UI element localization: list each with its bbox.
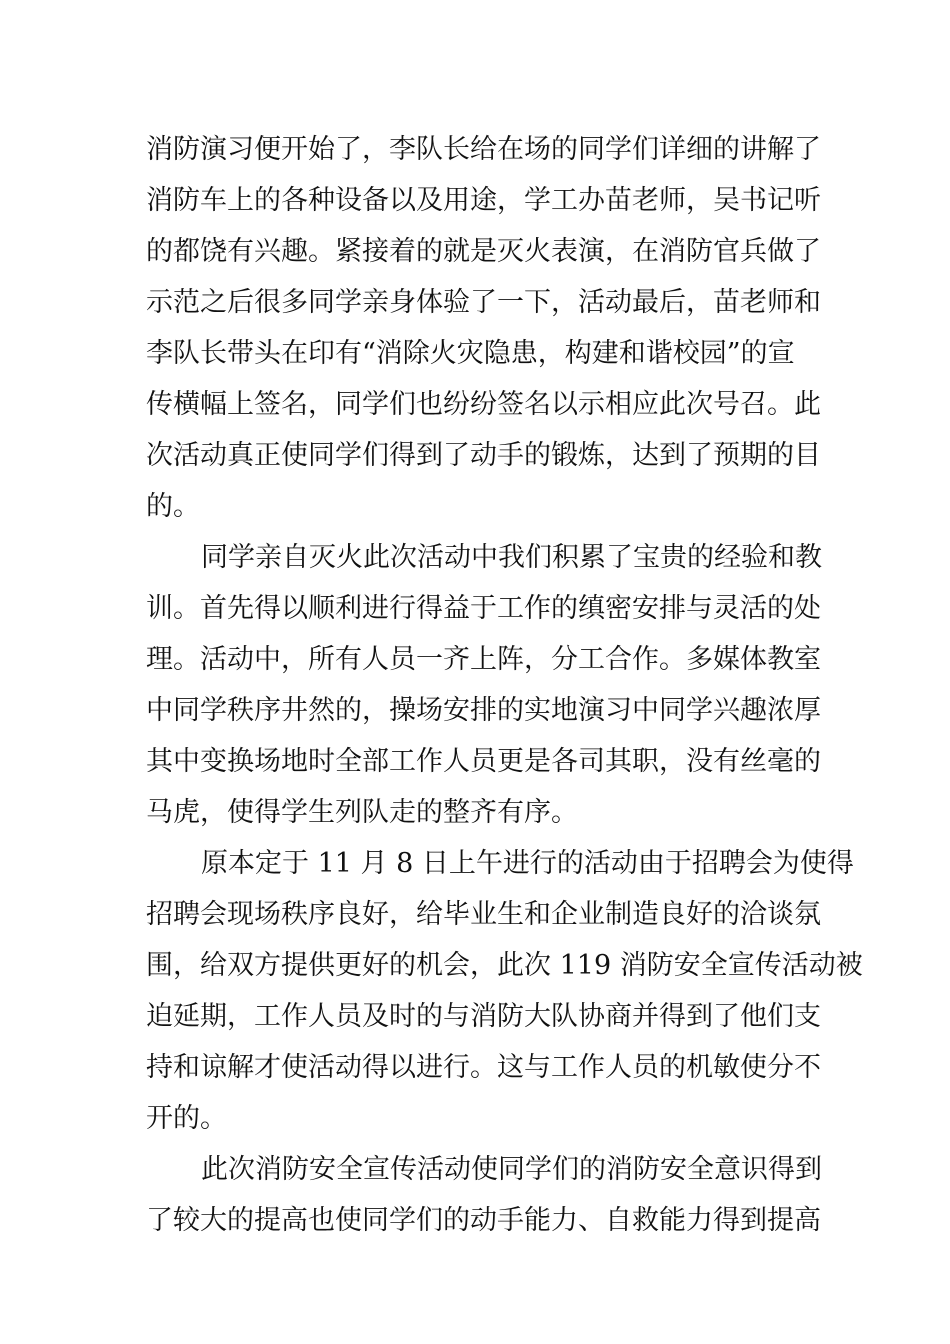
text-line: 中同学秩序井然的，操场安排的实地演习中同学兴趣浓厚	[146, 695, 821, 726]
text-line: 传横幅上签名，同学们也纷纷签名以示相应此次号召。此	[146, 389, 821, 420]
text-line: 开的。	[146, 1103, 227, 1134]
text-line: 围，给双方提供更好的机会，此次 119 消防安全宣传活动被	[146, 950, 863, 981]
text-line: 训。首先得以顺利进行得益于工作的缜密安排与灵活的处	[146, 593, 821, 624]
text-line: 李队长带头在印有“消除火灾隐患，构建和谐校园”的宣	[146, 338, 795, 369]
text-line: 迫延期，工作人员及时的与消防大队协商并得到了他们支	[146, 1001, 821, 1032]
text-line: 马虎，使得学生列队走的整齐有序。	[146, 797, 578, 828]
text-line: 示范之后很多同学亲身体验了一下，活动最后，苗老师和	[146, 287, 821, 318]
text-line: 同学亲自灭火此次活动中我们积累了宝贵的经验和教	[201, 542, 822, 573]
text-line: 理。活动中，所有人员一齐上阵，分工合作。多媒体教室	[146, 644, 821, 675]
text-line: 了较大的提高也使同学们的动手能力、自救能力得到提高	[146, 1205, 821, 1236]
text-line: 招聘会现场秩序良好，给毕业生和企业制造良好的洽谈氛	[146, 899, 821, 930]
text-line: 此次消防安全宣传活动使同学们的消防安全意识得到	[201, 1154, 822, 1185]
text-line: 次活动真正使同学们得到了动手的锻炼，达到了预期的目	[146, 440, 821, 471]
text-line: 持和谅解才使活动得以进行。这与工作人员的机敏使分不	[146, 1052, 821, 1083]
text-line: 其中变换场地时全部工作人员更是各司其职，没有丝毫的	[146, 746, 821, 777]
text-line: 消防演习便开始了，李队长给在场的同学们详细的讲解了	[146, 134, 821, 165]
text-line: 的。	[146, 491, 200, 522]
text-line: 消防车上的各种设备以及用途，学工办苗老师，吴书记听	[146, 185, 821, 216]
text-line: 原本定于 11 月 8 日上午进行的活动由于招聘会为使得	[201, 848, 854, 879]
text-line: 的都饶有兴趣。紧接着的就是灭火表演，在消防官兵做了	[146, 236, 821, 267]
